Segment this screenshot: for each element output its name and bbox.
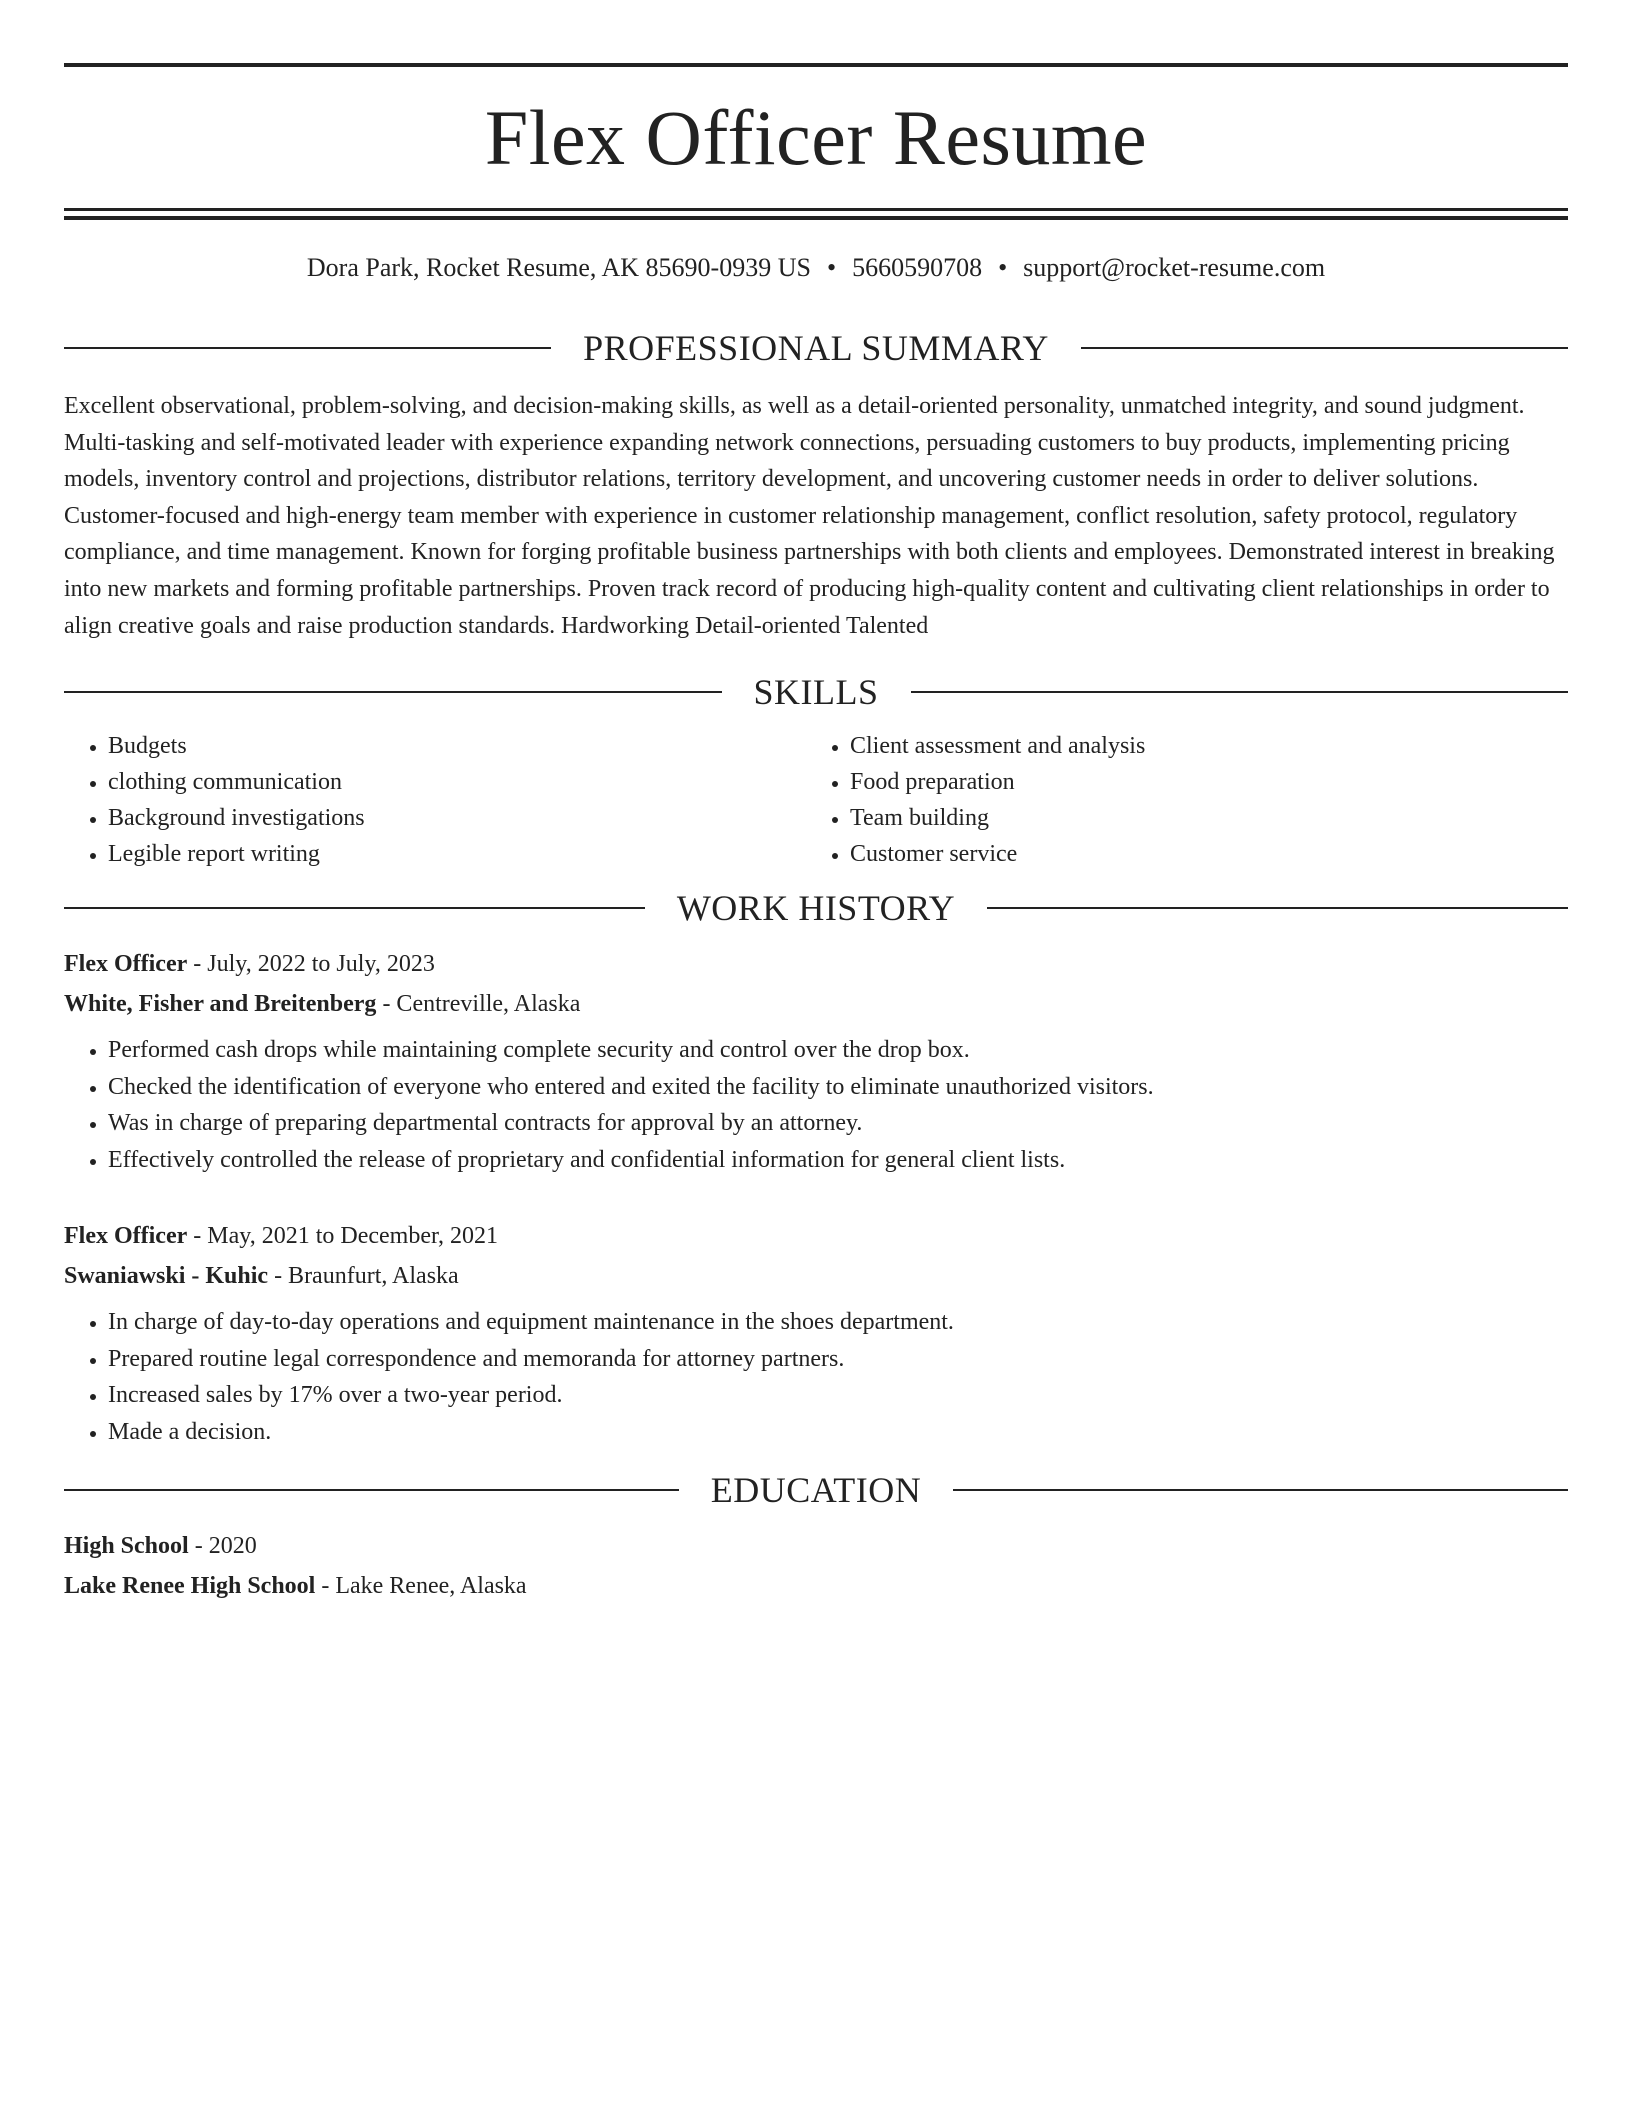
- contact-email: support@rocket-resume.com: [1023, 253, 1326, 282]
- title-double-rule: [64, 208, 1568, 220]
- resume-title: Flex Officer Resume: [484, 94, 1148, 181]
- job-company-line: [64, 984, 1568, 1024]
- work-heading-label: WORK HISTORY: [676, 888, 956, 929]
- education-school-line: [64, 1566, 1568, 1606]
- job-title: Flex Officer: [64, 951, 188, 978]
- heading-rule-left: [64, 347, 551, 349]
- summary-heading-label: PROFESSIONAL SUMMARY: [583, 328, 1049, 368]
- heading-rule-left: [64, 691, 722, 693]
- job-bullets: [64, 1304, 1568, 1450]
- skills-section-heading: [64, 666, 1568, 718]
- resume-page: [64, 0, 1568, 1606]
- education-school: Lake Renee High School: [64, 1573, 316, 1600]
- education-location: - Lake Renee, Alaska: [315, 1573, 527, 1600]
- heading-rule-right: [953, 1489, 1568, 1491]
- education-degree: High School: [64, 1533, 189, 1560]
- job-dates: - July, 2022 to July, 2023: [187, 951, 435, 978]
- job-bullet: • Prepared routine legal correspondence and memoranda for attorney partners.: [108, 1341, 1568, 1378]
- job-company: White, Fisher and Breitenberg: [64, 991, 377, 1018]
- job-title: Flex Officer: [64, 1223, 188, 1250]
- heading-rule-right: [911, 691, 1569, 693]
- heading-rule-right: [1081, 347, 1568, 349]
- skill-item: • Customer service: [850, 836, 1548, 872]
- contact-address: Dora Park, Rocket Resume, AK 85690-0939 US: [306, 253, 811, 282]
- skill-item: • Client assessment and analysis: [850, 728, 1548, 764]
- skill-item: • Food preparation: [850, 764, 1548, 800]
- job-entry: [64, 944, 1568, 1178]
- heading-rule-right: [987, 907, 1568, 909]
- job-bullet: • Made a decision.: [108, 1414, 1568, 1451]
- job-title-line: [64, 944, 1568, 984]
- skill-item: • Team building: [850, 800, 1548, 836]
- job-bullets: [64, 1032, 1568, 1178]
- heading-rule-left: [64, 907, 645, 909]
- job-bullet: • Performed cash drops while maintaining complete security and control over the drop box.: [108, 1032, 1568, 1069]
- skill-item: • Legible report writing: [108, 836, 806, 872]
- job-company-line: [64, 1256, 1568, 1296]
- job-bullet: • Increased sales by 17% over a two-year period.: [108, 1377, 1568, 1414]
- skills-list-left: [64, 728, 806, 872]
- job-bullet: • In charge of day-to-day operations and equipment maintenance in the shoes department.: [108, 1304, 1568, 1341]
- education-entry: [64, 1526, 1568, 1606]
- job-location: - Centreville, Alaska: [376, 991, 581, 1018]
- contact-line: [64, 248, 1568, 288]
- contact-separator: •: [826, 253, 837, 282]
- heading-rule-left: [64, 1489, 679, 1491]
- skill-item: • Background investigations: [108, 800, 806, 836]
- job-dates: - May, 2021 to December, 2021: [187, 1223, 498, 1250]
- skills-heading-label: SKILLS: [753, 672, 879, 713]
- job-bullet: • Was in charge of preparing departmental contracts for approval by an attorney.: [108, 1105, 1568, 1142]
- contact-separator: •: [998, 253, 1008, 282]
- job-company: Swaniawski - Kuhic: [64, 1263, 269, 1290]
- job-entry: [64, 1216, 1568, 1450]
- contact-phone: 5660590708: [852, 253, 983, 282]
- skills-list-right: [806, 728, 1548, 872]
- education-heading-label: EDUCATION: [710, 1470, 922, 1511]
- skill-item: • Budgets: [108, 728, 806, 764]
- summary-section-heading: [64, 322, 1568, 374]
- job-bullet: • Checked the identification of everyone who entered and exited the facility to eliminate unauthorized visitors.: [108, 1069, 1568, 1106]
- job-bullet: • Effectively controlled the release of proprietary and confidential information for general client lists.: [108, 1142, 1568, 1179]
- summary-text: Excellent observational, problem-solving, and decision-making skills, as well as a detail-oriented personality, unmatched integrity, and sound judgment. Multi-tasking and self-motivated leader with experience expanding network connections, persuading customers to buy products, implementing pricing models, inventory control and projections, distributor relations, territory development, and uncovering customer needs in order to deliver solutions. Customer-focused and high-energy team member with experience in customer relationship management, conflict resolution, safety protocol, regulatory compliance, and time management. Known for forging profitable business partnerships with both clients and employees. Demonstrated interest in breaking into new markets and forming profitable partnerships. Proven track record of producing high-quality content and cultivating client relationships in order to align creative goals and raise production standards. Hardworking Detail-oriented Talented: [64, 393, 1555, 639]
- job-title-line: [64, 1216, 1568, 1256]
- education-section-heading: [64, 1464, 1568, 1516]
- skills-columns: [64, 728, 1568, 872]
- skill-item: • clothing communication: [108, 764, 806, 800]
- work-section-heading: [64, 882, 1568, 934]
- job-location: - Braunfurt, Alaska: [268, 1263, 459, 1290]
- education-degree-line: [64, 1526, 1568, 1566]
- education-year: - 2020: [188, 1533, 257, 1560]
